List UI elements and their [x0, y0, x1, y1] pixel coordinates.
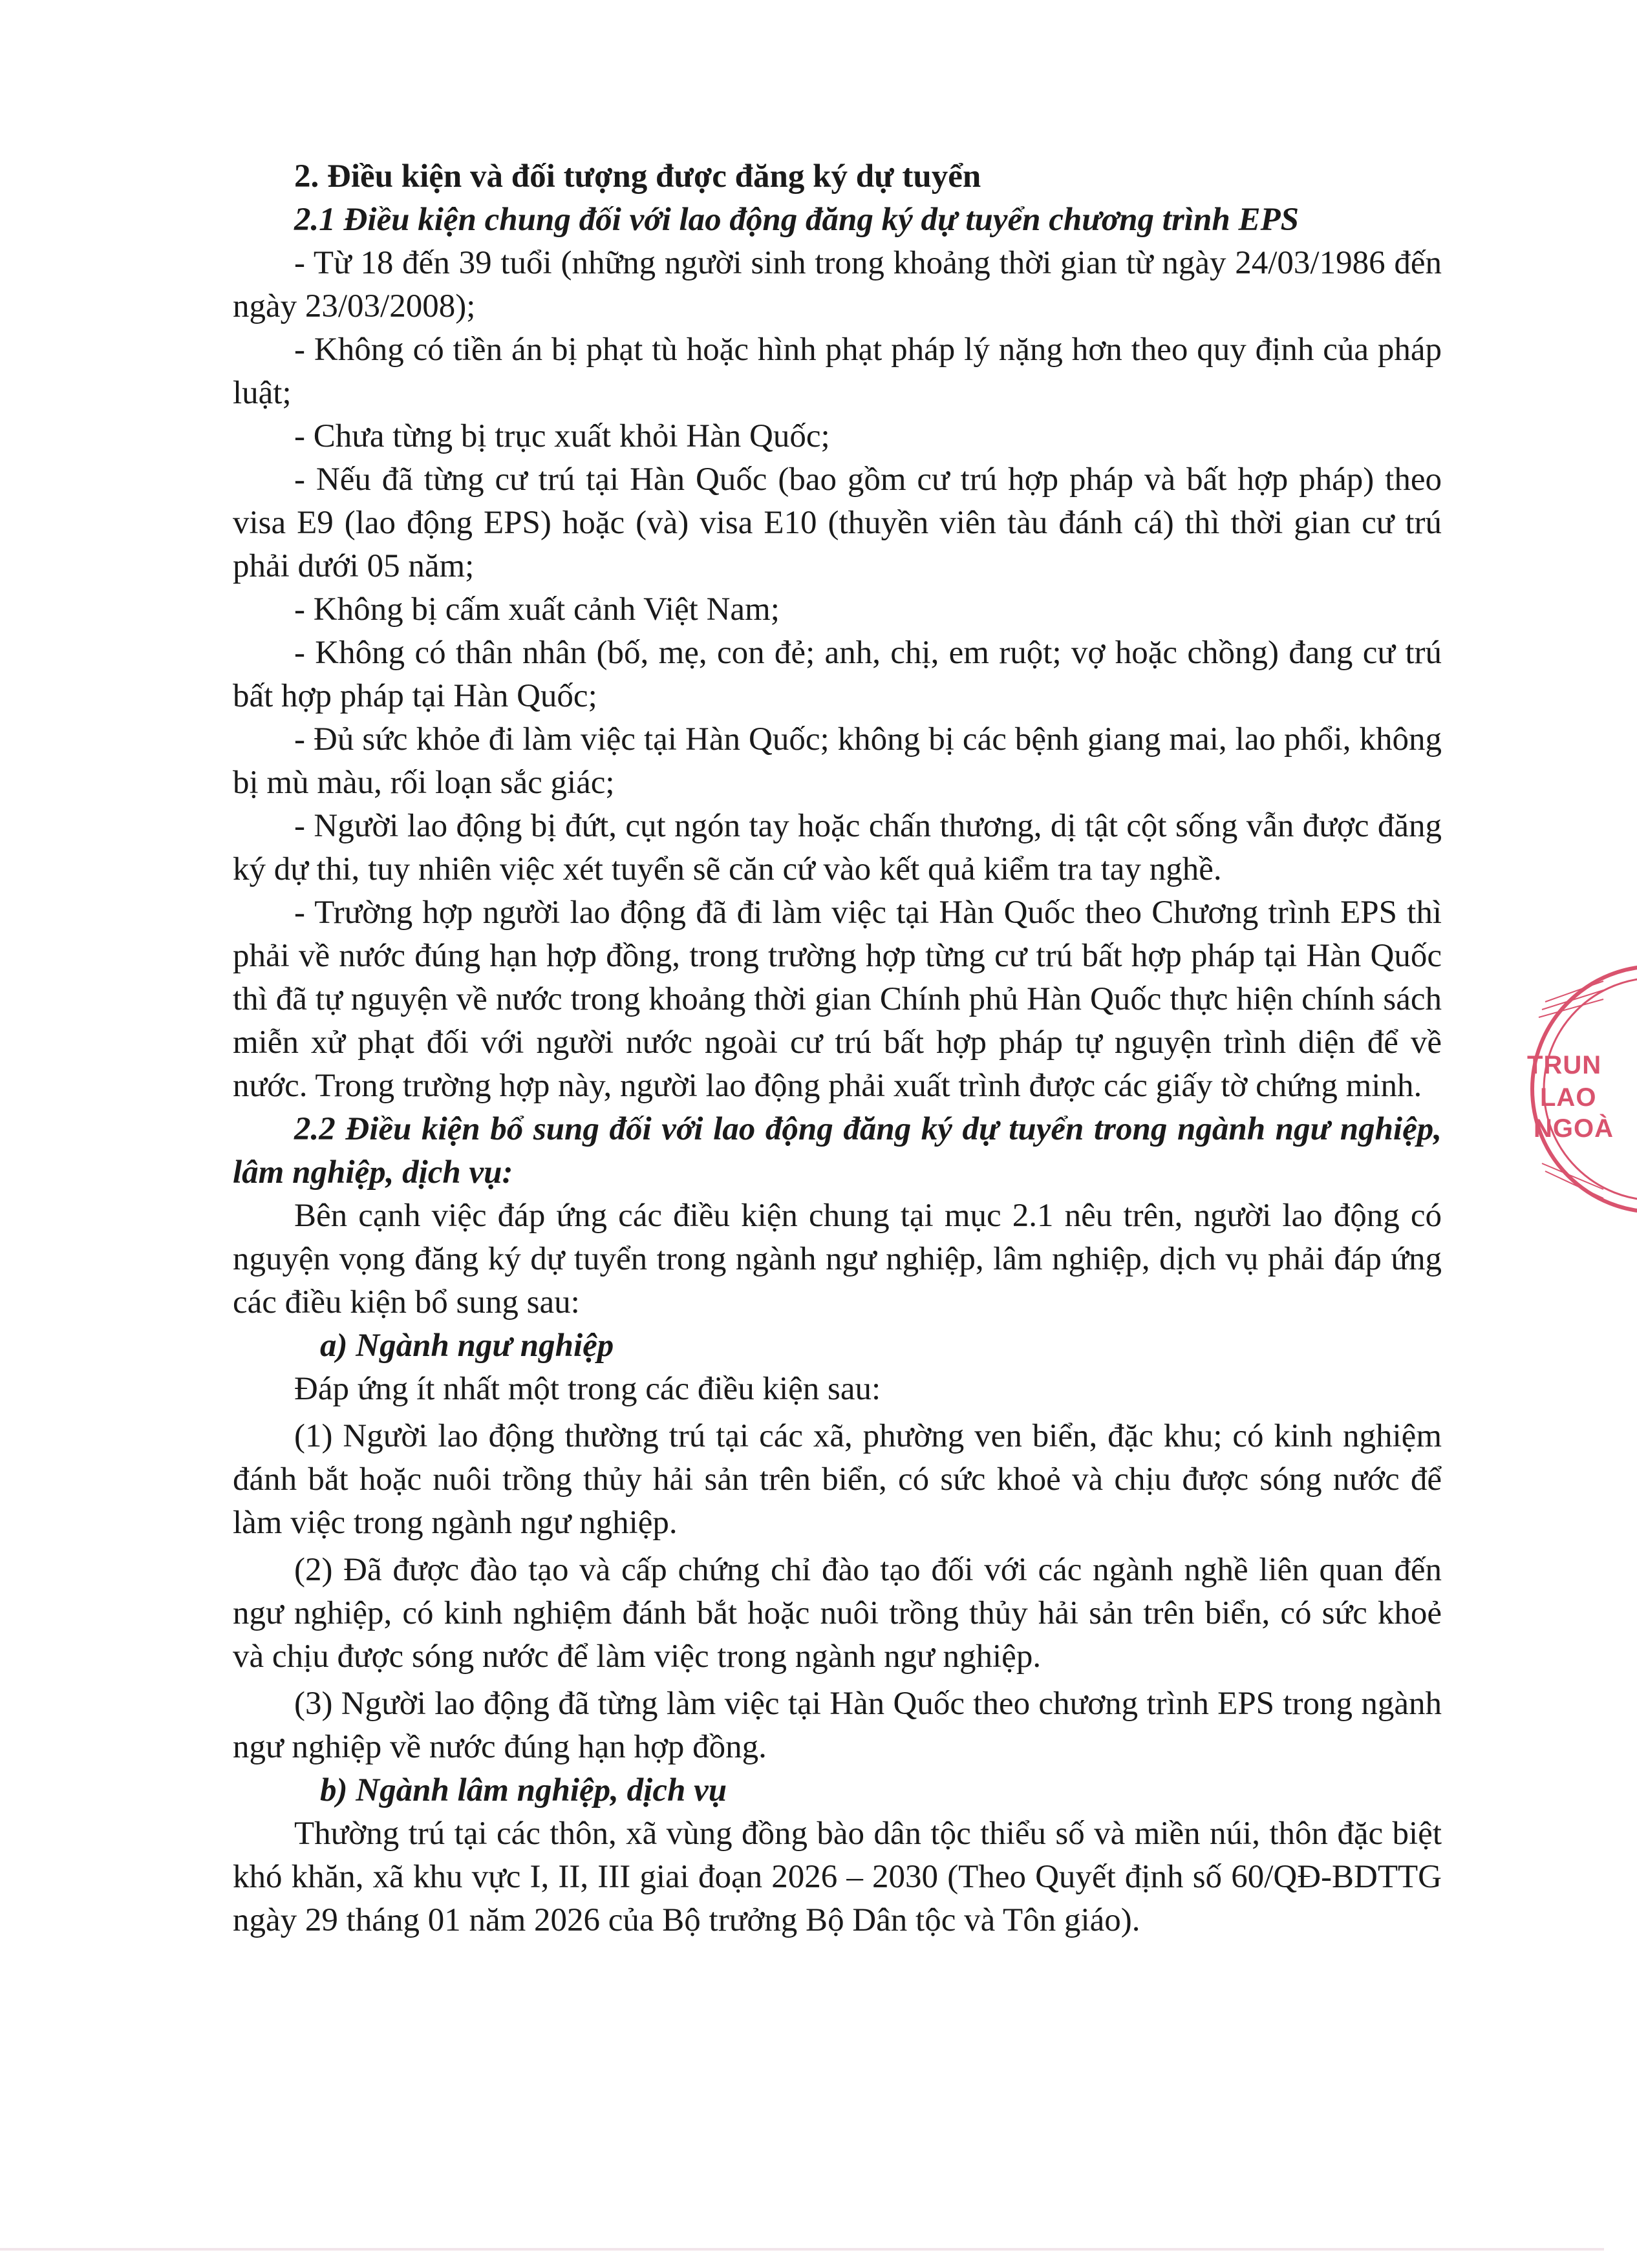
stamp-text-line-1: TRUN [1527, 1051, 1602, 1079]
fishery-heading: a) Ngành ngư nghiệp [320, 1328, 614, 1364]
stamp-text-line-2: LAO [1540, 1083, 1597, 1112]
red-stamp [1506, 950, 1614, 1222]
condition-age: - Từ 18 đến 39 tuổi (những người sinh trong khoảng thời gian từ ngày 24/03/1986 đến ngày 23/03/2008); [233, 245, 1442, 324]
forestry-service-text: Thường trú tại các thôn, xã vùng đồng bào dân tộc thiểu số và miền núi, thôn đặc biệt khó khăn, xã khu vực I, II, III giai đoạn 2026 – 2030 (Theo Quyết định số 60/QĐ-BDTTG ngày 29 tháng 01 năm 2026 của Bộ trưởng Bộ Dân tộc và Tôn giáo). [233, 1816, 1442, 1938]
condition-criminal-record: - Không có tiền án bị phạt tù hoặc hình phạt pháp lý nặng hơn theo quy định của pháp luật; [233, 332, 1442, 411]
document-body [233, 155, 1442, 1942]
section-2-1-heading: 2.1 Điều kiện chung đối với lao động đăng ký dự tuyển chương trình EPS [294, 202, 1299, 238]
fishery-intro: Đáp ứng ít nhất một trong các điều kiện sau: [294, 1371, 881, 1407]
condition-deportation: - Chưa từng bị trục xuất khỏi Hàn Quốc; [294, 418, 830, 454]
fishery-condition-1: (1) Người lao động thường trú tại các xã, phường ven biển, đặc khu; có kinh nghiệm đánh bắt hoặc nuôi trồng thủy hải sản trên biển, có sức khoẻ và chịu được sóng nước để làm việc trong ngành ngư nghiệp. [233, 1418, 1442, 1541]
condition-returnee: - Trường hợp người lao động đã đi làm việc tại Hàn Quốc theo Chương trình EPS thì phải về nước đúng hạn hợp đồng, trong trường hợp từng cư trú bất hợp pháp tại Hàn Quốc thì đã tự nguyện về nước trong khoảng thời gian Chính phủ Hàn Quốc thực hiện chính sách miễn xử phạt đối với người nước ngoài cư trú bất hợp pháp tự nguyện trình diện để về nước. Trong trường hợp này, người lao động phải xuất trình được các giấy tờ chứng minh. [233, 895, 1442, 1104]
section-2-heading: 2. Điều kiện và đối tượng được đăng ký dự tuyển [294, 158, 981, 195]
section-2-2-intro: Bên cạnh việc đáp ứng các điều kiện chung tại mục 2.1 nêu trên, người lao động có nguyện vọng đăng ký dự tuyển trong ngành ngư nghiệp, lâm nghiệp, dịch vụ phải đáp ứng các điều kiện bổ sung sau: [233, 1198, 1442, 1320]
fishery-condition-3: (3) Người lao động đã từng làm việc tại Hàn Quốc theo chương trình EPS trong ngành ngư nghiệp về nước đúng hạn hợp đồng. [233, 1686, 1442, 1765]
condition-relatives: - Không có thân nhân (bố, mẹ, con đẻ; anh, chị, em ruột; vợ hoặc chồng) đang cư trú bất hợp pháp tại Hàn Quốc; [233, 635, 1442, 714]
condition-health: - Đủ sức khỏe đi làm việc tại Hàn Quốc; không bị các bệnh giang mai, lao phổi, không bị mù màu, rối loạn sắc giác; [233, 721, 1442, 801]
section-2-2-heading: 2.2 Điều kiện bổ sung đối với lao động đăng ký dự tuyển trong ngành ngư nghiệp, lâm nghiệp, dịch vụ: [233, 1111, 1442, 1191]
condition-disability: - Người lao động bị đứt, cụt ngón tay hoặc chấn thương, dị tật cột sống vẫn được đăng ký dự thi, tuy nhiên việc xét tuyển sẽ căn cứ vào kết quả kiểm tra tay nghề. [233, 808, 1442, 887]
condition-residence: - Nếu đã từng cư trú tại Hàn Quốc (bao gồm cư trú hợp pháp và bất hợp pháp) theo visa E9 (lao động EPS) hoặc (và) visa E10 (thuyền viên tàu đánh cá) thì thời gian cư trú phải dưới 05 năm; [233, 461, 1442, 584]
page-bottom-edge [0, 2248, 1604, 2251]
condition-exit-ban: - Không bị cấm xuất cảnh Việt Nam; [294, 591, 780, 628]
forestry-service-heading: b) Ngành lâm nghiệp, dịch vụ [320, 1772, 727, 1808]
stamp-text-line-3: NGOÀ [1534, 1114, 1614, 1143]
fishery-condition-2: (2) Đã được đào tạo và cấp chứng chỉ đào tạo đối với các ngành nghề liên quan đến ngư nghiệp, có kinh nghiệm đánh bắt hoặc nuôi trồng thủy hải sản trên biển, có sức khoẻ và chịu được sóng nước để làm việc trong ngành ngư nghiệp. [233, 1552, 1442, 1675]
